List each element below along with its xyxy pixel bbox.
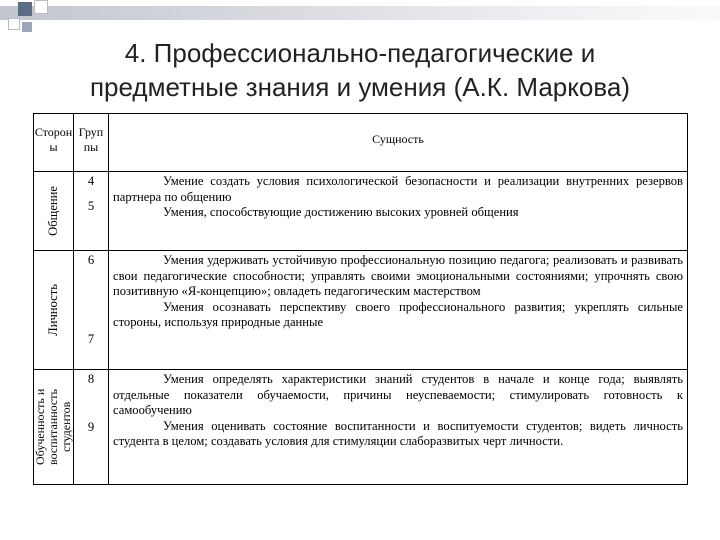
group-cell: [74, 251, 109, 370]
group-cell: [74, 370, 109, 485]
table-header-row: [34, 114, 688, 172]
table-row: [34, 172, 688, 251]
group-number: 9: [87, 419, 95, 434]
decorative-square: [18, 2, 32, 16]
essence-cell: [109, 172, 688, 251]
decorative-square: [34, 0, 48, 14]
skills-table: [33, 113, 688, 485]
side-cell-learning: [34, 370, 74, 485]
header-essence: Сущность: [109, 114, 688, 172]
essence-text: Умения, способствующие достижению высоких уровней общения: [163, 205, 519, 219]
group-number: 4: [87, 174, 95, 188]
side-label: Личность: [45, 284, 60, 336]
decorative-header-bar: [0, 6, 720, 20]
side-label: Обученность и воспитанность студентов: [33, 388, 73, 466]
essence-text: Умения определять характеристики знаний студентов в начале и конце года; выявлять отдельные показатели обучаемости, причины неуспеваемости; стимулировать готовность к самообучению: [113, 372, 683, 417]
slide-title: [20, 36, 700, 104]
essence-text: Умение создать условия психологической безопасности и реализации внутренних резервов партнера по общению: [113, 174, 683, 204]
group-number: 8: [87, 372, 95, 386]
essence-text: Умения осознавать перспективу своего профессионального развития; укреплять сильные стороны, используя природные данные: [113, 299, 683, 329]
header-side: Сторон ы: [34, 114, 74, 172]
header-group: Груп пы: [74, 114, 109, 172]
decorative-square: [8, 18, 20, 30]
title-line-2: предметные знания и умения (А.К. Маркова): [89, 72, 631, 102]
side-cell-communication: [34, 172, 74, 251]
side-cell-personality: [34, 251, 74, 370]
group-number: 5: [87, 198, 95, 213]
essence-text: Умения удерживать устойчивую профессиональную позицию педагога; реализовать и развивать свои педагогические способности; управлять своими эмоциональными состояниями; упрочнять свою позитивную «Я-концепцию»; овладеть педагогическим мастерством: [113, 253, 683, 298]
table-row: [34, 251, 688, 370]
group-number: 6: [87, 253, 95, 267]
title-line-1: 4. Профессионально-педагогические и: [124, 38, 596, 68]
decorative-square: [22, 22, 32, 32]
group-cell: [74, 172, 109, 251]
essence-text: Умения оценивать состояние воспитанности и воспитуемости студентов; видеть личность студента в целом; создавать условия для стимуляции слаборазвитых черт личности.: [113, 418, 683, 448]
group-number: 7: [87, 331, 95, 346]
essence-cell: [109, 251, 688, 370]
table-row: [34, 370, 688, 485]
side-label: Общение: [45, 186, 60, 236]
essence-cell: [109, 370, 688, 485]
